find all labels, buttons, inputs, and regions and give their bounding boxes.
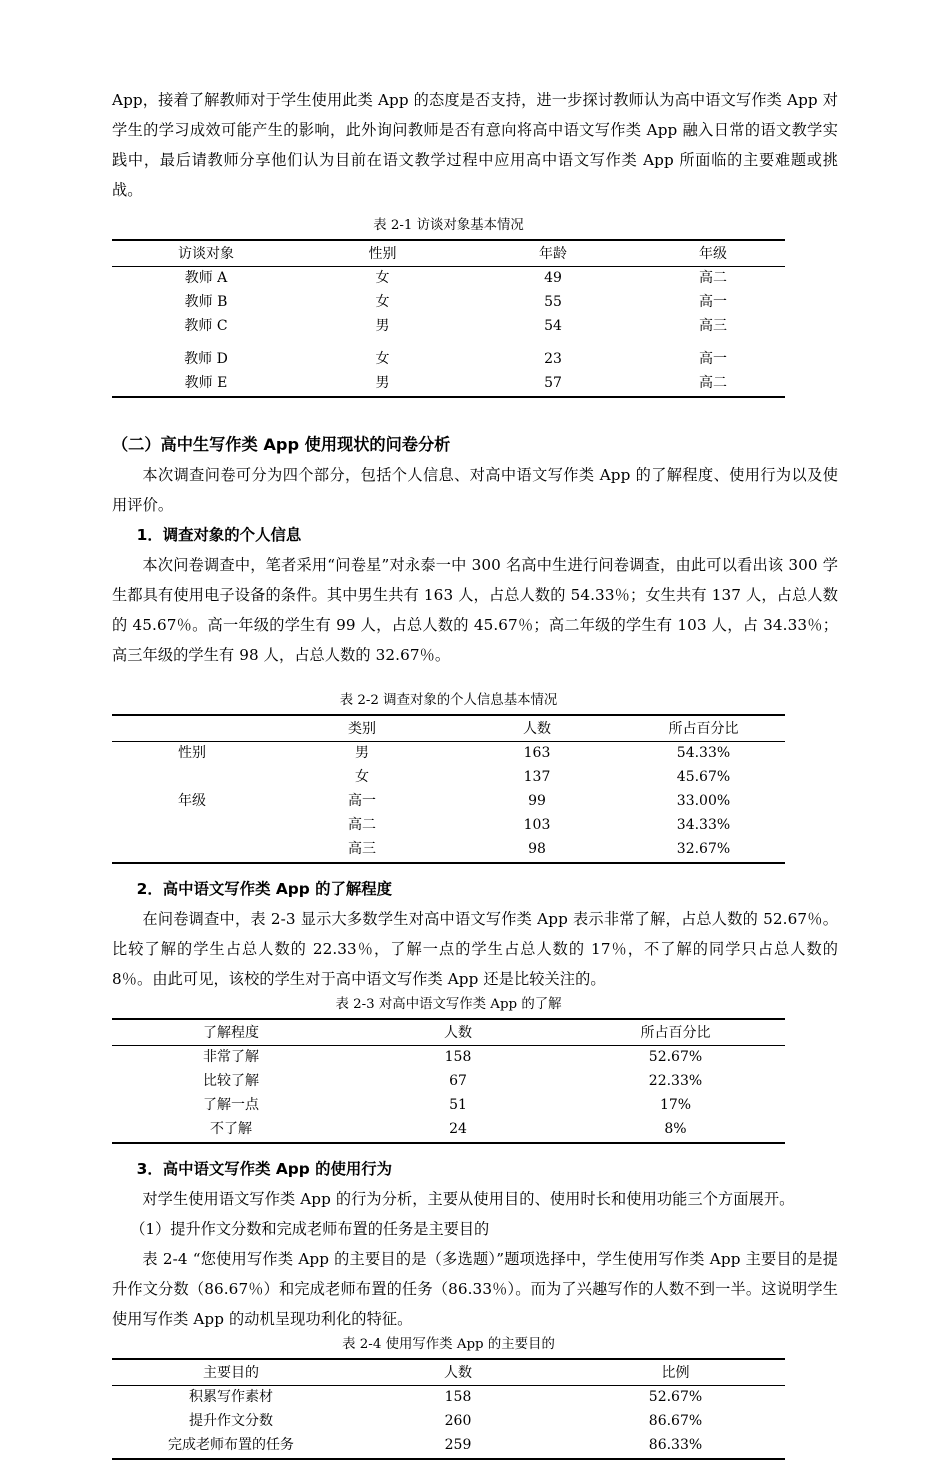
column-header: 所占百分比	[640, 1025, 711, 1041]
cell: 高一	[699, 351, 727, 367]
column-header: 人数	[523, 721, 551, 737]
cell: 年级	[178, 793, 206, 809]
cell-spacer	[112, 339, 785, 348]
column-header	[112, 715, 272, 742]
table-row	[112, 315, 785, 339]
table-row	[112, 348, 785, 372]
cell: 33.00%	[676, 793, 731, 809]
table-2-4-block	[112, 1334, 838, 1460]
column-header: 所占百分比	[668, 721, 739, 737]
cell: 女	[375, 294, 390, 310]
table-row	[112, 742, 785, 767]
column-header: 类别	[348, 721, 376, 737]
column-header: 年龄	[539, 246, 567, 262]
table-2-1-caption: 表 2-1 访谈对象基本情况	[373, 218, 524, 233]
table-2-3-caption: 表 2-3 对高中语文写作类 App 的了解	[335, 997, 562, 1012]
cell: 教师 B	[184, 294, 228, 310]
table-row	[112, 838, 785, 863]
cell: 23	[544, 351, 562, 367]
cell: 45.67%	[676, 769, 731, 785]
table-2-4	[112, 1358, 785, 1460]
cell: 不了解	[210, 1121, 252, 1137]
cell: 高一	[699, 294, 727, 310]
table-row	[112, 1070, 785, 1094]
table-row	[112, 1410, 785, 1434]
cell: 提升作文分数	[189, 1413, 273, 1429]
heading-section-2: （二）高中生写作类 App 使用现状的问卷分析	[112, 435, 451, 454]
spacer	[112, 205, 838, 215]
cell: 260	[444, 1413, 472, 1429]
paragraph-sub-1-body: 本次问卷调查中，笔者采用“问卷星”对永泰一中 300 名高中生进行问卷调查，由此可以看出该 300 学生都具有使用电子设备的条件。其中男生共有 163 人，占总人数的 54.33％；女生共有 137 人，占总人数的 45.67％。高一年级的学生有 99 人，占总人数的 45.67％；高二年级的学生有 103 人，占 34.33％；高三年级的学生有 98 人，占总人数的 32.67％。	[112, 556, 838, 664]
table-row	[112, 766, 785, 790]
heading-sub-1: 1．调查对象的个人信息	[136, 526, 302, 544]
cell	[112, 814, 272, 838]
table-row	[112, 790, 785, 814]
table-row-header	[112, 1019, 785, 1046]
table-2-2-caption: 表 2-2 调查对象的个人信息基本情况	[339, 693, 558, 708]
table-row	[112, 1118, 785, 1143]
column-header: 主要目的	[203, 1365, 259, 1381]
cell: 51	[449, 1097, 467, 1113]
cell: 高二	[348, 817, 376, 833]
cell: 34.33%	[676, 817, 731, 833]
table-2-1	[112, 239, 785, 398]
table-2-3-block	[112, 994, 838, 1144]
cell: 高三	[699, 318, 727, 334]
table-row	[112, 372, 785, 397]
column-header: 性别	[368, 246, 397, 262]
cell: 非常了解	[203, 1049, 259, 1065]
cell: 98	[528, 841, 546, 857]
cell: 高二	[699, 375, 727, 391]
table-row	[112, 814, 785, 838]
cell: 163	[523, 745, 551, 761]
cell: 99	[528, 793, 546, 809]
spacer	[112, 398, 838, 430]
table-2-1-block	[112, 215, 838, 398]
cell: 54	[544, 318, 562, 334]
spacer	[112, 670, 838, 690]
cell: 54.33%	[676, 745, 731, 761]
table-row	[112, 1434, 785, 1459]
cell: 女	[355, 769, 369, 785]
cell: 67	[449, 1073, 467, 1089]
cell: 积累写作素材	[189, 1389, 273, 1405]
cell: 男	[375, 318, 390, 334]
table-row-spacer	[112, 339, 785, 348]
table-2-4-caption: 表 2-4 使用写作类 App 的主要目的	[342, 1337, 555, 1352]
cell: 教师 A	[184, 270, 228, 286]
cell: 52.67%	[648, 1389, 703, 1405]
cell: 女	[375, 270, 390, 286]
column-header: 人数	[444, 1025, 472, 1041]
table-row-header	[112, 1359, 785, 1386]
cell: 女	[375, 351, 390, 367]
heading-sub-2: 2．高中语文写作类 App 的了解程度	[136, 880, 393, 898]
paragraph-intro: App，接着了解教师对于学生使用此类 App 的态度是否支持，进一步探讨教师认为高中语文写作类 App 对学生的学习成效可能产生的影响，此外询问教师是否有意向将高中语文写作类 App 融入日常的语文教学实践中，最后请教师分享他们认为目前在语文教学过程中应用高中语文写作类 App 所面临的主要难题或挑战。	[112, 91, 838, 199]
cell: 男	[355, 745, 369, 761]
paragraph-sub-3-body: 对学生使用语文写作类 App 的行为分析，主要从使用目的、使用时长和使用功能三个方面展开。	[142, 1190, 795, 1208]
cell: 男	[375, 375, 390, 391]
table-row	[112, 1094, 785, 1118]
column-header: 年级	[699, 246, 727, 262]
heading-sub-3-1: （1）提升作文分数和完成老师布置的任务是主要目的	[130, 1220, 490, 1238]
cell: 教师 D	[184, 351, 228, 367]
cell: 86.33%	[648, 1437, 703, 1453]
cell: 55	[544, 294, 562, 310]
table-row	[112, 291, 785, 315]
cell	[112, 766, 272, 790]
table-row	[112, 1046, 785, 1071]
table-row-header	[112, 240, 785, 267]
cell: 103	[523, 817, 551, 833]
paragraph-section-2-intro: 本次调查问卷可分为四个部分，包括个人信息、对高中语文写作类 App 的了解程度、使用行为以及使用评价。	[112, 466, 838, 514]
cell: 高二	[699, 270, 727, 286]
table-2-2-block	[112, 690, 838, 864]
cell: 性别	[178, 745, 206, 761]
cell: 高三	[348, 841, 376, 857]
cell: 158	[444, 1389, 472, 1405]
cell: 高一	[348, 793, 376, 809]
cell: 了解一点	[203, 1097, 259, 1113]
cell: 137	[523, 769, 551, 785]
cell: 57	[544, 375, 562, 391]
table-row-header	[112, 715, 785, 742]
cell: 22.33%	[648, 1073, 703, 1089]
spacer	[112, 1144, 838, 1154]
cell: 24	[449, 1121, 467, 1137]
cell: 完成老师布置的任务	[168, 1437, 294, 1453]
paragraph-sub-2-body: 在问卷调查中，表 2-3 显示大多数学生对高中语文写作类 App 表示非常了解，占总人数的 52.67％。比较了解的学生占总人数的 22.33％，了解一点的学生占总人数的 17％，不了解的同学只占总人数的 8％。由此可见，该校的学生对于高中语文写作类 App 还是比较关注的。	[112, 910, 838, 988]
table-row	[112, 1386, 785, 1411]
cell: 教师 C	[184, 318, 228, 334]
table-row	[112, 267, 785, 292]
cell: 158	[444, 1049, 472, 1065]
column-header: 访谈对象	[178, 246, 234, 262]
cell: 32.67%	[676, 841, 731, 857]
cell: 比较了解	[203, 1073, 259, 1089]
table-2-3	[112, 1018, 785, 1144]
column-header: 比例	[661, 1365, 690, 1381]
cell: 52.67%	[648, 1049, 703, 1065]
heading-sub-3: 3．高中语文写作类 App 的使用行为	[136, 1160, 393, 1178]
column-header: 了解程度	[203, 1025, 259, 1041]
spacer	[112, 864, 838, 874]
cell	[112, 838, 272, 863]
cell: 教师 E	[184, 375, 228, 391]
cell: 8%	[664, 1121, 687, 1137]
paragraph-sub-3-1-body: 表 2-4 “您使用写作类 App 的主要目的是（多选题）”题项选择中，学生使用写作类 App 主要目的是提升作文分数（86.67％）和完成老师布置的任务（86.33％）。而为了兴趣写作的人数不到一半。这说明学生使用写作类 App 的动机呈现功利化的特征。	[112, 1250, 838, 1328]
cell: 86.67%	[648, 1413, 703, 1429]
cell: 49	[544, 270, 562, 286]
cell: 259	[444, 1437, 472, 1453]
column-header: 人数	[444, 1365, 472, 1381]
cell: 17%	[659, 1097, 692, 1113]
table-2-2	[112, 714, 785, 864]
